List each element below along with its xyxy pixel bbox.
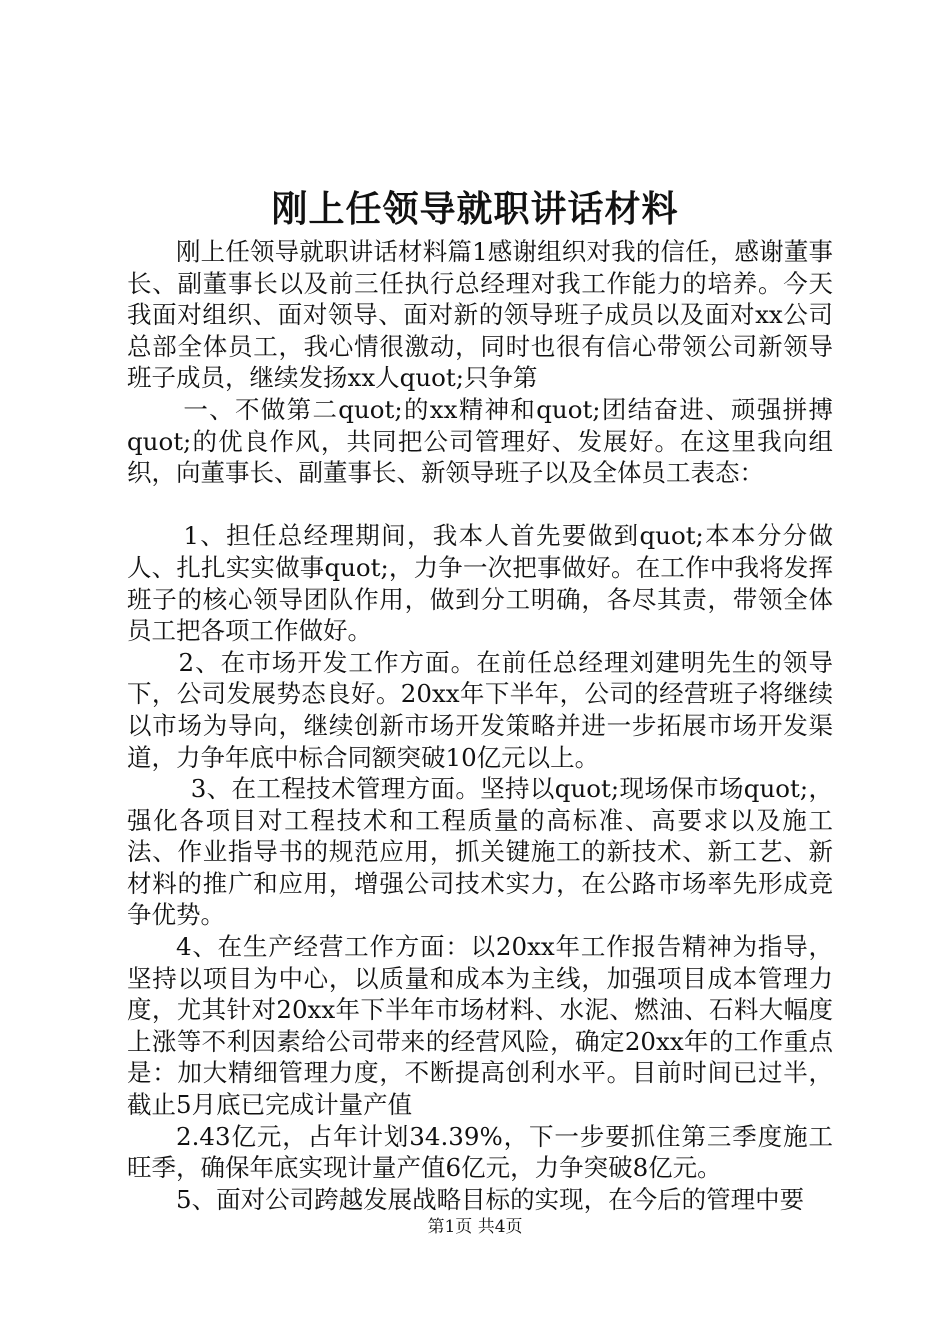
- blank-line: [127, 489, 833, 521]
- paragraph-item-4: 4、在生产经营工作方面：以20xx年工作报告精神为指导，坚持以项目为中心，以质量和成本为主线，加强项目成本管理力度，尤其针对20xx年下半年市场材料、水泥、燃油、石料大幅度上涨等不利因素给公司带来的经营风险，确定20xx年的工作重点是：加大精细管理力度，不断提高创利水平。目前时间已过半，截止5月底已完成计量产值: [127, 932, 833, 1120]
- paragraph-point-one: 一、不做第二quot;的xx精神和quot;团结奋进、顽强拼搏quot;的优良作风，共同把公司管理好、发展好。在这里我向组织，向董事长、副董事长、新领导班子以及全体员工表态：: [127, 394, 833, 488]
- page-number-footer: 第1页 共4页: [427, 1217, 523, 1237]
- paragraph-item-4-continued: 2.43亿元，占年计划34.39%，下一步要抓住第三季度施工旺季，确保年底实现计量产值6亿元，力争突破8亿元。: [127, 1121, 833, 1183]
- paragraph-item-1: 1、担任总经理期间，我本人首先要做到quot;本本分分做人、扎扎实实做事quot;，力争一次把事做好。在工作中我将发挥班子的核心领导团队作用，做到分工明确，各尽其责，带领全体员工把各项工作做好。: [127, 521, 833, 646]
- document-title: 刚上任领导就职讲话材料: [271, 188, 679, 230]
- paragraph-item-2: 2、在市场开发工作方面。在前任总经理刘建明先生的领导下，公司发展势态良好。20xx年下半年，公司的经营班子将继续以市场为导向，继续创新市场开发策略并进一步拓展市场开发渠道，力争年底中标合同额突破10亿元以上。: [127, 647, 833, 772]
- paragraph-item-5: 5、面对公司跨越发展战略目标的实现，在今后的管理中要: [176, 1184, 805, 1214]
- paragraph-intro: 刚上任领导就职讲话材料篇1感谢组织对我的信任，感谢董事长、副董事长以及前三任执行总经理对我工作能力的培养。今天我面对组织、面对领导、面对新的领导班子成员以及面对xx公司总部全体员工，我心情很激动，同时也很有信心带领公司新领导班子成员，继续发扬xx人quot;只争第: [127, 237, 833, 393]
- document-body: [127, 236, 833, 1215]
- paragraph-item-3: 3、在工程技术管理方面。坚持以quot;现场保市场quot;，强化各项目对工程技术和工程质量的高标准、高要求以及施工法、作业指导书的规范应用，抓关键施工的新技术、新工艺、新材料的推广和应用，增强公司技术实力，在公路市场率先形成竞争优势。: [127, 774, 833, 930]
